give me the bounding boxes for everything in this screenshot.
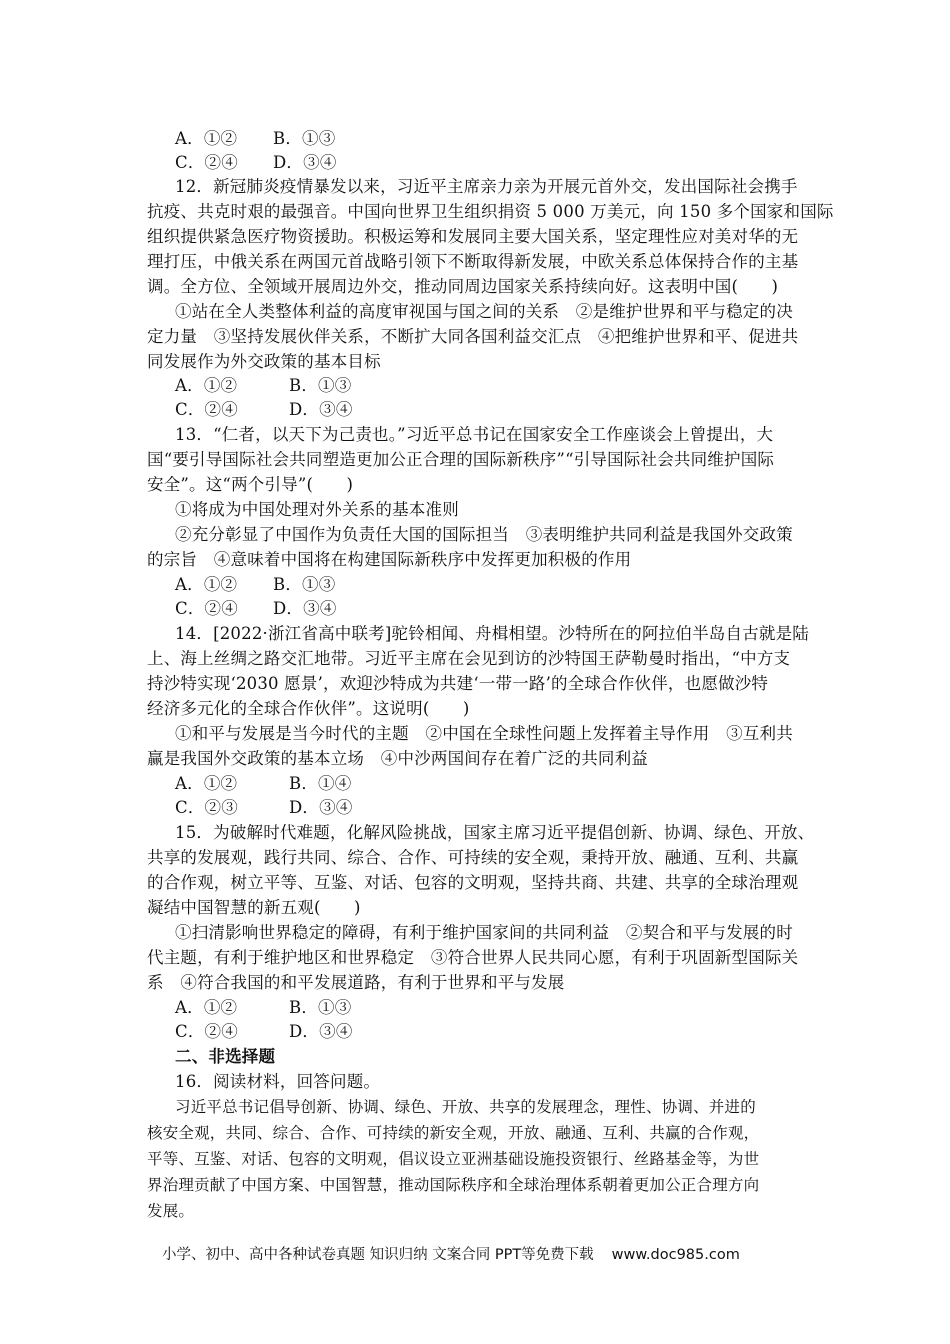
- q13-option-d: D．③④: [273, 599, 337, 618]
- q15-stem-line: 的合作观，树立平等、互鉴、对话、包容的文明观，坚持共商、共建、共享的全球治理观: [147, 873, 799, 892]
- q13-option-a: A．①②: [175, 575, 238, 594]
- footer-text: 小学、初中、高中各种试卷真题 知识归纳 文案合同 PPT等免费下载: [162, 1247, 594, 1263]
- q13-stem-line: 13．“仁者，以天下为己责也。”习近平总书记在国家安全工作座谈会上曾提出，大: [175, 425, 774, 444]
- page-footer: [162, 1243, 740, 1264]
- q14-stem-line: 上、海上丝绸之路交汇地带。习近平主席在会见到访的沙特国王萨勒曼时指出，“中方支: [147, 649, 791, 668]
- q12-stem-line: 理打压，中俄关系在两国元首战略引领下不断取得新发展，中欧关系总体保持合作的主基: [147, 252, 799, 271]
- q14-stem-line: 14．[2022·浙江省高中联考]驼铃相闻、舟楫相望。沙特所在的阿拉伯半岛自古就是陆: [175, 624, 810, 643]
- material-line: 平等、互鉴、对话、包容的文明观，倡议设立亚洲基础设施投资银行、丝路基金等，为世: [147, 1150, 760, 1168]
- q13-choice-line: ①将成为中国处理对外关系的基本准则: [175, 500, 459, 519]
- q13-option-c: C．②④: [175, 599, 238, 618]
- q12-option-a: A．①②: [175, 376, 238, 395]
- q12-stem-line: 调。全方位、全领域开展周边外交，推动同周边国家关系持续向好。这表明中国( ): [147, 277, 779, 296]
- q15-stem-line: 凝结中国智慧的新五观( ): [147, 898, 361, 917]
- q11-option-b: B．①③: [273, 129, 336, 148]
- q12-choice-line: 同发展作为外交政策的基本目标: [147, 352, 381, 371]
- q13-choice-line: ②充分彰显了中国作为负责任大国的国际担当 ③表明维护共同利益是我国外交政策: [175, 525, 793, 544]
- q15-option-d: D．③④: [289, 1022, 353, 1041]
- material-line: 核安全观，共同、综合、合作、可持续的新安全观，开放、融通、互利、共赢的合作观，: [147, 1124, 760, 1142]
- section-heading: 二、非选择题: [175, 1047, 276, 1066]
- q15-stem-line: 共享的发展观，践行共同、综合、合作、可持续的安全观，秉持开放、融通、互利、共赢: [147, 848, 799, 867]
- q12-choice-line: 定力量 ③坚持发展伙伴关系，不断扩大同各国利益交汇点 ④把维护世界和平、促进共: [147, 327, 799, 346]
- q15-choice-line: 系 ④符合我国的和平发展道路，有利于世界和平与发展: [147, 973, 565, 992]
- q13-option-b: B．①③: [273, 575, 336, 594]
- q13-choice-line: 的宗旨 ④意味着中国将在构建国际新秩序中发挥更加积极的作用: [147, 550, 632, 569]
- q12-stem-line: 12．新冠肺炎疫情暴发以来，习近平主席亲力亲为开展元首外交，发出国际社会携手: [175, 177, 798, 196]
- q13-stem-line: 国“要引导国际社会共同塑造更加公正合理的国际新秩序”“引导国际社会共同维护国际: [147, 450, 775, 469]
- q12-option-b: B．①③: [289, 376, 352, 395]
- q15-choice-line: ①扫清影响世界稳定的障碍，有利于维护国家间的共同利益 ②契合和平与发展的时: [175, 923, 793, 942]
- q11-option-d: D．③④: [273, 153, 337, 172]
- footer-url[interactable]: www.doc985.com: [611, 1247, 740, 1263]
- q15-option-c: C．②④: [175, 1022, 238, 1041]
- q15-stem-line: 15．为破解时代难题，化解风险挑战，国家主席习近平提倡创新、协调、绿色、开放、: [175, 823, 815, 842]
- q12-option-c: C．②④: [175, 400, 238, 419]
- q12-stem-line: 组织提供紧急医疗物资援助。积极运筹和发展同主要大国关系，坚定理性应对美对华的无: [147, 227, 799, 246]
- q14-option-b: B．①④: [289, 774, 352, 793]
- q15-choice-line: 代主题，有利于维护地区和世界稳定 ③符合世界人民共同心愿，有利于巩固新型国际关: [147, 948, 799, 967]
- q14-stem-line: 经济多元化的全球合作伙伴”。这说明( ): [147, 699, 470, 718]
- q15-option-a: A．①②: [175, 998, 238, 1017]
- q11-option-c: C．②④: [175, 153, 238, 172]
- q15-option-b: B．①③: [289, 998, 352, 1017]
- q14-choice-line: ①和平与发展是当今时代的主题 ②中国在全球性问题上发挥着主导作用 ③互利共: [175, 724, 793, 743]
- q14-option-c: C．②③: [175, 798, 238, 817]
- q14-stem-line: 持沙特实现‘2030 愿景’，欢迎沙特成为共建‘一带一路’的全球合作伙伴，也愿做沙特: [147, 674, 769, 693]
- q14-option-a: A．①②: [175, 774, 238, 793]
- material-line: 发展。: [147, 1202, 195, 1220]
- q12-stem-line: 抗疫、共克时艰的最强音。中国向世界卫生组织捐资 5 000 万美元，向 150 多个国家和国际: [147, 202, 834, 221]
- q11-option-a: A．①②: [175, 129, 238, 148]
- q14-choice-line: 赢是我国外交政策的基本立场 ④中沙两国间存在着广泛的共同利益: [147, 749, 648, 768]
- material-line: 界治理贡献了中国方案、中国智慧，推动国际秩序和全球治理体系朝着更加公正合理方向: [147, 1176, 760, 1194]
- q16-intro: 16．阅读材料，回答问题。: [175, 1072, 381, 1091]
- q13-stem-line: 安全”。这“两个引导”( ): [147, 475, 354, 494]
- q14-option-d: D．③④: [289, 798, 353, 817]
- q12-choice-line: ①站在全人类整体利益的高度审视国与国之间的关系 ②是维护世界和平与稳定的决: [175, 302, 793, 321]
- material-line: 习近平总书记倡导创新、协调、绿色、开放、共享的发展理念，理性、协调、并进的: [175, 1098, 756, 1116]
- q12-option-d: D．③④: [289, 400, 353, 419]
